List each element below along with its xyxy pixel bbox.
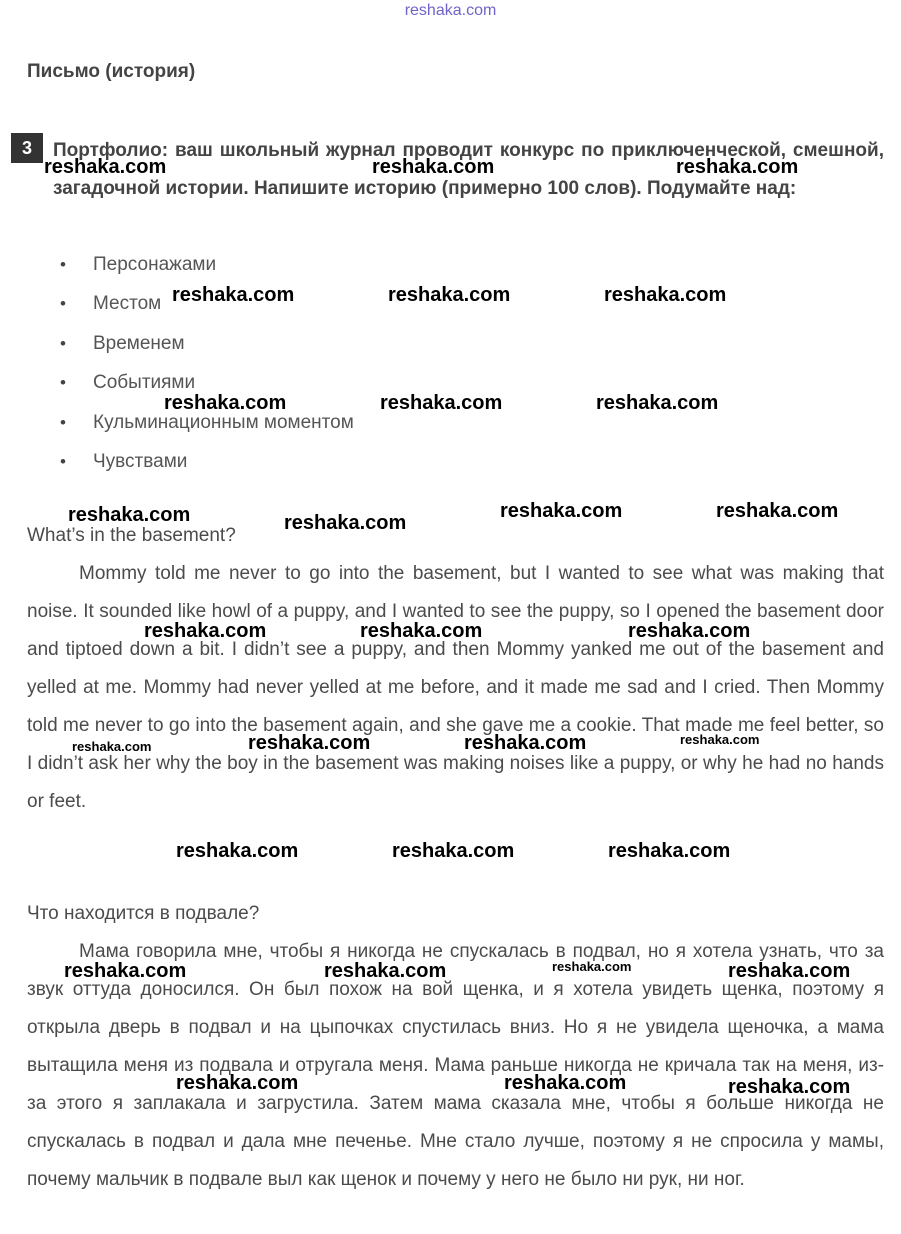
section-title: Письмо (история) bbox=[27, 61, 196, 82]
watermark: reshaka.com bbox=[676, 156, 799, 178]
watermark: reshaka.com bbox=[44, 156, 167, 178]
watermark: reshaka.com bbox=[176, 840, 299, 862]
story-body: Mommy told me never to go into the basement, but I wanted to see what was making that noise. It sounded like howl of a puppy, and I wanted to see the puppy, so I opened the basement door and tiptoed down a bit. I didn’t see a puppy, and then Mommy yanked me out of the basement and yelled at me. Mommy had never yelled at me before, and it made me sad and I cried. Then Mommy told me never to go into the basement again, and she gave me a cookie. That made me feel better, so I didn’t ask her why the boy in the basement was making noises like a puppy, or why he had no hands or feet. bbox=[27, 563, 884, 812]
watermark: reshaka.com bbox=[392, 840, 515, 862]
topic-item: • Временем bbox=[58, 324, 354, 363]
story-title: What’s in the basement? bbox=[27, 525, 236, 546]
watermark: reshaka.com bbox=[596, 392, 719, 414]
topic-list bbox=[58, 245, 354, 481]
watermark: reshaka.com bbox=[716, 500, 839, 522]
watermark: reshaka.com bbox=[72, 739, 152, 754]
story-english bbox=[27, 517, 884, 821]
topic-item: • Местом bbox=[58, 284, 354, 323]
watermark: reshaka.com bbox=[604, 284, 727, 306]
watermark: reshaka.com bbox=[380, 392, 503, 414]
watermark: reshaka.com bbox=[144, 620, 267, 642]
watermark: reshaka.com bbox=[500, 500, 623, 522]
watermark: reshaka.com bbox=[360, 620, 483, 642]
story-russian bbox=[27, 895, 884, 1199]
watermark: reshaka.com bbox=[172, 284, 295, 306]
topic-item: • Персонажами bbox=[58, 245, 354, 284]
watermark: reshaka.com bbox=[608, 840, 731, 862]
watermark: reshaka.com bbox=[324, 960, 447, 982]
story-title: Что находится в подвале? bbox=[27, 903, 260, 924]
topic-item: • Событиями bbox=[58, 363, 354, 402]
watermark: reshaka.com bbox=[552, 959, 632, 974]
watermark: reshaka.com bbox=[464, 732, 587, 754]
watermark: reshaka.com bbox=[504, 1072, 627, 1094]
watermark: reshaka.com bbox=[628, 620, 751, 642]
exercise-prompt: Портфолио: ваш школьный журнал проводит конкурс по приключенческой, смешной, загадочной истории. Напишите историю (примерно 100 слов). Подумайте над: bbox=[53, 140, 884, 199]
watermark: reshaka.com bbox=[728, 960, 851, 982]
topic-item: • Чувствами bbox=[58, 442, 354, 481]
story-body: Мама говорила мне, чтобы я никогда не спускалась в подвал, но я хотела узнать, что за звук оттуда доносился. Он был похож на вой щенка, и я хотела увидеть щенка, поэтому я открыла дверь в подвал и на цыпочках спустилась вниз. Но я не увидела щеночка, а мама вытащила меня из подвала и отругала меня. Мама раньше никогда не кричала так на меня, из-за этого я заплакала и загрустила. Затем мама сказала мне, чтобы я больше никогда не спускалась в подвал и дала мне печенье. Мне стало лучше, поэтому я не спросила у мамы, почему мальчик в подвале выл как щенок и почему у него не было ни рук, ни ног. bbox=[27, 941, 884, 1190]
watermark: reshaka.com bbox=[728, 1076, 851, 1098]
site-header-link[interactable]: reshaka.com bbox=[404, 2, 497, 19]
exercise-number-badge: 3 bbox=[11, 133, 43, 163]
watermark: reshaka.com bbox=[388, 284, 511, 306]
watermark: reshaka.com bbox=[164, 392, 287, 414]
watermark: reshaka.com bbox=[248, 732, 371, 754]
watermark: reshaka.com bbox=[64, 960, 187, 982]
topic-item: • Кульминационным моментом bbox=[58, 403, 354, 442]
watermark: reshaka.com bbox=[176, 1072, 299, 1094]
watermark: reshaka.com bbox=[372, 156, 495, 178]
watermark: reshaka.com bbox=[68, 504, 191, 526]
watermark: reshaka.com bbox=[284, 512, 407, 534]
watermark: reshaka.com bbox=[680, 732, 760, 747]
